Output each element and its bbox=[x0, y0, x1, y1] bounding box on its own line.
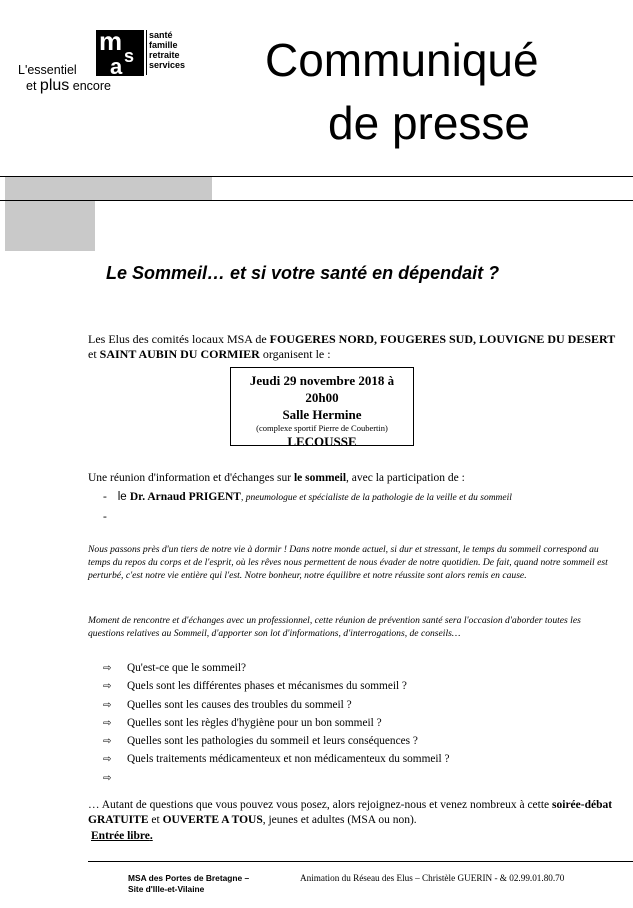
footer-organization bbox=[128, 873, 249, 895]
bullet-dash: - bbox=[103, 511, 107, 523]
free-entry-dot: . bbox=[149, 830, 153, 842]
bullet-dash: - bbox=[103, 491, 107, 503]
list-item bbox=[103, 732, 450, 750]
logo-words bbox=[149, 30, 185, 70]
logo-word-services: services bbox=[149, 60, 186, 70]
list-item bbox=[103, 659, 450, 677]
closing-paragraph bbox=[88, 798, 618, 828]
tagline-et: et bbox=[26, 79, 37, 93]
tagline-encore: encore bbox=[72, 79, 111, 93]
speaker-name: Dr. Arnaud PRIGENT bbox=[129, 491, 241, 503]
free-entry-text: Entrée libre bbox=[91, 830, 150, 842]
headline: Le Sommeil… et si votre santé en dépendait ? bbox=[106, 263, 500, 283]
logo-divider bbox=[146, 30, 147, 75]
closing-text-e: , jeunes et adultes (MSA ou non). bbox=[262, 814, 417, 826]
logo-word-famille: famille bbox=[149, 40, 178, 50]
question-text: Quels sont les différentes phases et mécanismes du sommeil ? bbox=[127, 680, 407, 693]
footer-contact: Animation du Réseau des Elus – Christèle GUERIN - & 02.99.01.80.70 bbox=[300, 873, 565, 883]
arrow-right-icon: ⇨ bbox=[103, 681, 112, 693]
event-box bbox=[230, 367, 414, 449]
closing-text-c: et bbox=[148, 814, 163, 826]
msa-logo bbox=[96, 26, 144, 79]
list-item bbox=[103, 696, 450, 714]
logo-word-retraite: retraite bbox=[149, 50, 180, 60]
meeting-topic: le sommeil bbox=[293, 472, 347, 484]
arrow-right-icon: ⇨ bbox=[103, 699, 112, 711]
intro-paragraph bbox=[88, 332, 618, 362]
intro-text-3: organisent le : bbox=[259, 347, 331, 361]
empty-list-item bbox=[103, 511, 107, 523]
question-text: Quels traitements médicamenteux et non médicamenteux du sommeil ? bbox=[127, 753, 450, 766]
header-rule-top bbox=[0, 176, 633, 177]
speaker-list-item bbox=[103, 491, 512, 503]
question-text: Quelles sont les règles d'hygiène pour un bon sommeil ? bbox=[127, 716, 382, 729]
event-date: Jeudi 29 novembre 2018 à bbox=[249, 373, 395, 388]
arrow-right-icon: ⇨ bbox=[103, 717, 112, 729]
question-text: Quelles sont les causes des troubles du sommeil ? bbox=[127, 698, 352, 711]
paragraph-sleep-intro: Nous passons près d'un tiers de notre vie à dormir ! Dans notre monde actuel, si dur et stressant, le temps du sommeil correspond au temps du repos du corps et de l'esprit, où les rêves nous permettent de nous évader de notre quotidien. De fait, quand notre sommeil est perturbé, c'est notre vie entière qui l'est. Notre bonheur, notre équilibre et notre réussite sont alors remis en cause. bbox=[88, 544, 608, 581]
logo-letter-s: s bbox=[124, 46, 135, 66]
list-item bbox=[103, 769, 450, 787]
closing-text-a: … Autant de questions que vous pouvez vous posez, alors rejoignez-nous et venez nombreux à cette bbox=[88, 799, 553, 811]
page-title-line2: de presse bbox=[328, 97, 531, 149]
decorative-gray-block bbox=[5, 200, 95, 251]
logo-word-sante: santé bbox=[149, 30, 173, 40]
closing-free: soirée-débat GRATUITE bbox=[88, 799, 613, 826]
speaker-prefix: le bbox=[117, 491, 130, 503]
questions-list bbox=[103, 659, 450, 787]
list-item bbox=[103, 750, 450, 768]
event-town: LECOUSSE bbox=[287, 434, 357, 449]
event-venue: Salle Hermine bbox=[282, 407, 362, 422]
intro-place-last: SAINT AUBIN DU CORMIER bbox=[99, 347, 260, 361]
meeting-text-a: Une réunion d'information et d'échanges sur bbox=[88, 472, 294, 484]
arrow-right-icon: ⇨ bbox=[103, 663, 112, 674]
free-entry-label bbox=[91, 830, 153, 842]
event-time: 20h00 bbox=[305, 390, 339, 405]
header-rule-bottom bbox=[0, 200, 633, 201]
meeting-paragraph bbox=[88, 472, 465, 484]
arrow-right-icon: ⇨ bbox=[103, 772, 112, 784]
arrow-right-icon: ⇨ bbox=[103, 754, 112, 766]
footer-rule bbox=[88, 861, 633, 862]
intro-text-2: et bbox=[88, 347, 100, 361]
logo-letter-a: a bbox=[110, 54, 123, 79]
list-item bbox=[103, 677, 450, 695]
page-title-line1: Communiqué bbox=[265, 34, 539, 86]
speaker-note: , pneumologue et spécialiste de la pathologie de la veille et du sommeil bbox=[240, 493, 512, 503]
question-text: Quelles sont les pathologies du sommeil et leurs conséquences ? bbox=[127, 735, 418, 748]
logo-letter-m: m bbox=[99, 26, 123, 56]
arrow-right-icon: ⇨ bbox=[103, 736, 112, 748]
logo-tagline-line2 bbox=[26, 77, 111, 95]
meeting-text-b: , avec la participation de : bbox=[346, 472, 465, 484]
event-venue-note: (complexe sportif Pierre de Coubertin) bbox=[256, 423, 388, 433]
question-text: Qu'est-ce que le sommeil? bbox=[127, 662, 247, 674]
intro-places: FOUGERES NORD, FOUGERES SUD, LOUVIGNE DU DESERT bbox=[269, 332, 616, 346]
tagline-plus: plus bbox=[39, 77, 70, 94]
closing-open: OUVERTE A TOUS bbox=[162, 814, 263, 826]
footer-org-line2: Site d'Ille-et-Vilaine bbox=[128, 884, 205, 894]
logo-tagline-line1: L'essentiel bbox=[18, 63, 77, 77]
list-item bbox=[103, 714, 450, 732]
paragraph-meeting-purpose: Moment de rencontre et d'échanges avec un professionnel, cette réunion de prévention santé sera l'occasion d'aborder toutes les questions relatives au Sommeil, d'apporter son lot d'informations, d'interrogations, de conseils… bbox=[88, 615, 581, 639]
footer-org-line1: MSA des Portes de Bretagne – bbox=[128, 873, 250, 883]
decorative-gray-band bbox=[5, 176, 212, 200]
intro-text-1: Les Elus des comités locaux MSA de bbox=[88, 332, 270, 346]
